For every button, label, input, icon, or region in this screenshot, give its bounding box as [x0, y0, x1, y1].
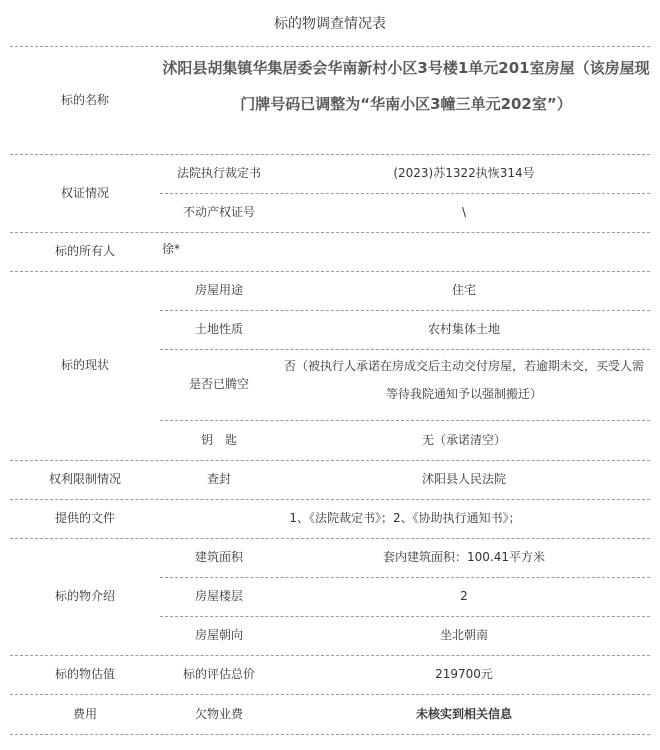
owner-label: 标的所有人	[54, 244, 115, 259]
valuation-item-label: 标的评估总价	[182, 667, 255, 682]
restriction-label: 权利限制情况	[48, 472, 121, 487]
fees-label: 费用	[72, 706, 97, 721]
key-value: 无（承诺清空）	[421, 432, 506, 447]
subject-name-value: 沭阳县胡集镇华集居委会华南新村小区3号楼1单元201室房屋（该房屋现门牌号码已调整为“华南小区3幢三单元202室”）	[162, 59, 650, 113]
divider	[10, 734, 650, 735]
usage-label: 房屋用途	[194, 283, 243, 298]
restriction-type: 查封	[206, 472, 231, 487]
area-value: 套内建筑面积：100.41平方米	[383, 550, 545, 565]
property-cert-label: 不动产权证号	[182, 205, 255, 220]
land-value: 农村集体土地	[427, 322, 500, 337]
property-cert-value: \	[461, 205, 467, 220]
fees-item-value: 未核实到相关信息	[415, 706, 512, 721]
owner-value: 徐*	[162, 242, 181, 257]
key-label: 钥 匙	[200, 432, 237, 447]
fees-item-label: 欠物业费	[194, 706, 243, 721]
rights-label: 权证情况	[60, 185, 109, 200]
restriction-value: 沭阳县人民法院	[421, 472, 506, 487]
intro-label: 标的物介绍	[54, 589, 115, 604]
documents-label: 提供的文件	[54, 511, 115, 526]
land-label: 土地性质	[194, 322, 243, 337]
valuation-label: 标的物估值	[54, 667, 115, 682]
orientation-value: 坐北朝南	[439, 628, 488, 643]
court-ruling-value: (2023)苏1322执恢314号	[393, 166, 535, 181]
vacated-label: 是否已腾空	[188, 377, 249, 392]
documents-value: 1、《法院裁定书》；2、《协助执行通知书》；	[289, 511, 521, 526]
floor-value: 2	[460, 589, 468, 604]
subject-name-label: 标的名称	[60, 92, 109, 107]
court-ruling-label: 法院执行裁定书	[176, 166, 261, 181]
valuation-item-value: 219700元	[435, 667, 493, 682]
usage-value: 住宅	[451, 283, 476, 298]
floor-label: 房屋楼层	[194, 589, 243, 604]
area-label: 建筑面积	[194, 550, 243, 565]
page-title: 标的物调查情况表	[274, 16, 386, 32]
status-label: 标的现状	[60, 358, 109, 373]
vacated-value: 否（被执行人承诺在房成交后主动交付房屋，若逾期未交，买受人需等待我院通知予以强制搬迁）	[283, 359, 644, 401]
orientation-label: 房屋朝向	[194, 628, 243, 643]
